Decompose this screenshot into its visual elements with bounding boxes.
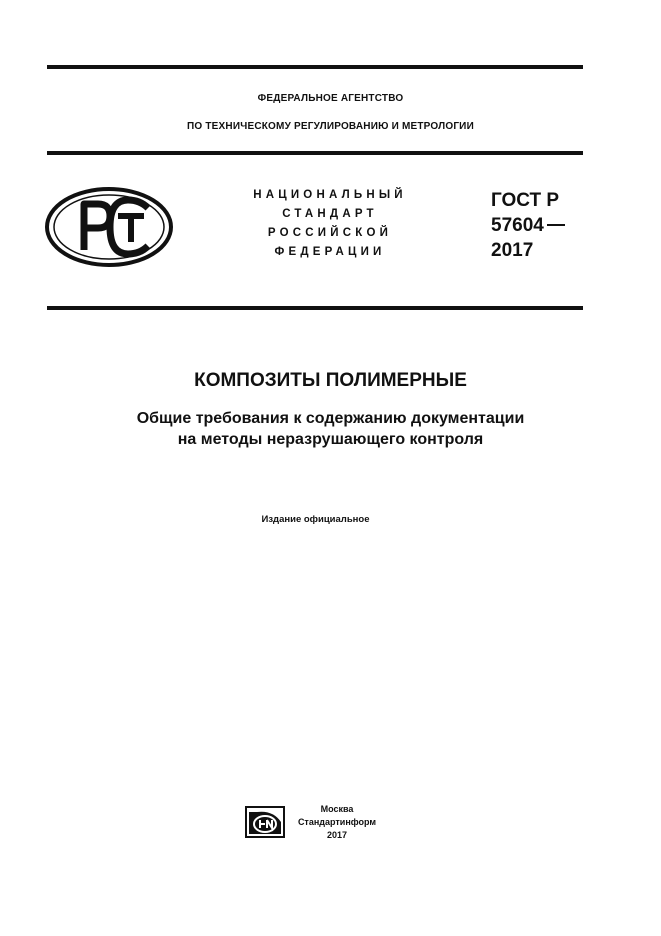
publisher-block [292, 803, 382, 842]
top-rule [47, 65, 583, 69]
standard-type-block [220, 186, 440, 262]
standard-type-line4: ФЕДЕРАЦИИ [274, 246, 386, 258]
designation-prefix: ГОСТ Р [491, 190, 560, 211]
edition-note: Издание официальное [261, 514, 370, 525]
designation-divider-rule [47, 306, 583, 310]
document-subtitle-line1: Общие требования к содержанию документации [136, 410, 525, 427]
agency-name-line2: ПО ТЕХНИЧЕСКОМУ РЕГУЛИРОВАНИЮ И МЕТРОЛОГИИ [187, 121, 474, 132]
publisher-city: Москва [320, 804, 354, 814]
document-title: КОМПОЗИТЫ ПОЛИМЕРНЫЕ [194, 370, 467, 391]
document-subtitle [0, 408, 661, 450]
rst-conformity-mark-icon [44, 186, 174, 268]
standartinform-logo-icon [245, 806, 285, 838]
designation-number: 57604 [491, 215, 544, 236]
agency-name-line1: ФЕДЕРАЛЬНОЕ АГЕНТСТВО [257, 93, 404, 104]
standard-type-line2: СТАНДАРТ [282, 208, 378, 220]
standard-type-line1: НАЦИОНАЛЬНЫЙ [253, 189, 407, 201]
designation-year: 2017 [491, 240, 534, 261]
publisher-name: Стандартинформ [297, 817, 377, 827]
standard-designation [491, 188, 559, 263]
header-divider-rule [47, 151, 583, 155]
document-subtitle-line2: на методы неразрушающего контроля [177, 431, 484, 448]
standard-type-line3: РОССИЙСКОЙ [267, 227, 393, 239]
publisher-year: 2017 [326, 830, 348, 840]
